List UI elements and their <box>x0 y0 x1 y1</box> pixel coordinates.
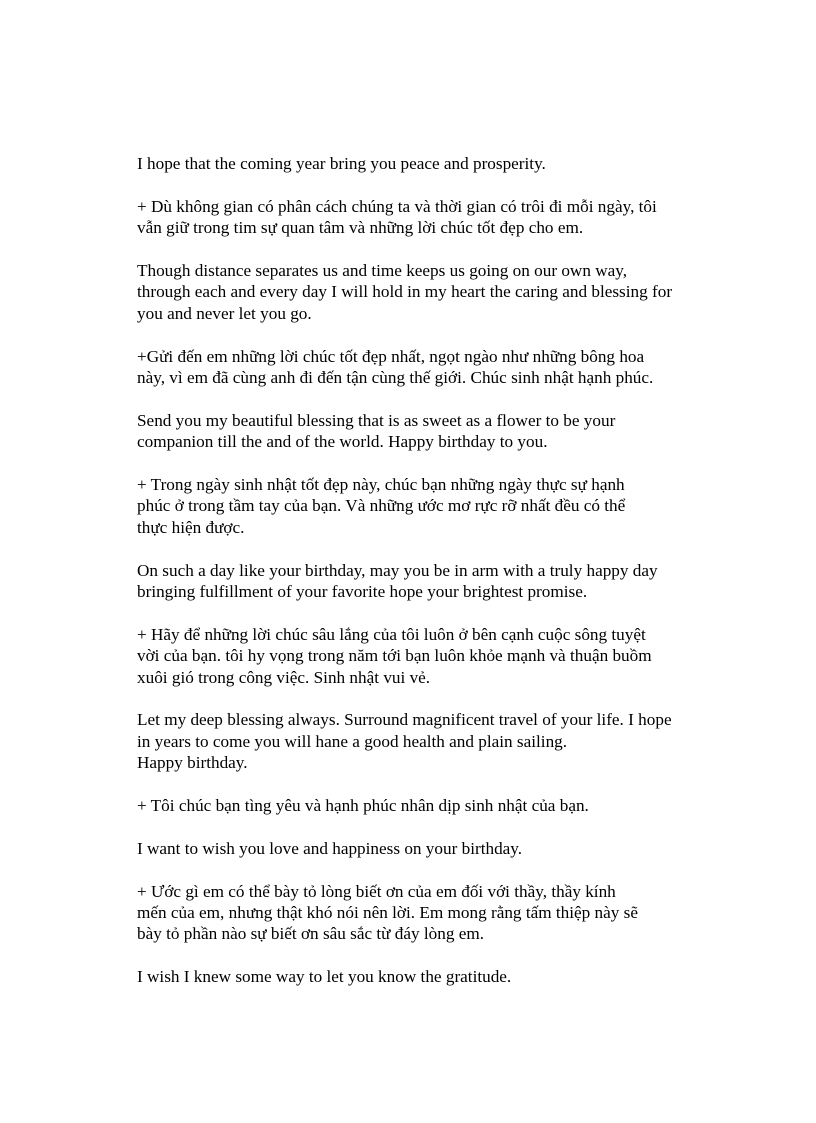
paragraph-7 <box>137 560 747 603</box>
text-line: I wish I knew some way to let you know the gratitude. <box>137 967 512 987</box>
paragraph-13 <box>137 966 747 987</box>
text-line: này, vì em đã cùng anh đi đến tận cùng thế giới. Chúc sinh nhật hạnh phúc. <box>137 368 654 388</box>
text-line: thực hiện được. <box>137 517 245 537</box>
text-line: Happy birthday. <box>137 753 248 773</box>
text-line: vời của bạn. tôi hy vọng trong năm tới bạn luôn khỏe mạnh và thuận buồm <box>137 646 652 666</box>
paragraph-8 <box>137 624 747 688</box>
paragraph-6 <box>137 474 747 538</box>
text-line: vẫn giữ trong tim sự quan tâm và những lời chúc tốt đẹp cho em. <box>137 218 584 238</box>
paragraph-2 <box>137 196 747 239</box>
paragraph-5 <box>137 410 747 453</box>
text-line: On such a day like your birthday, may you be in arm with a truly happy day <box>137 560 658 580</box>
text-line: xuôi gió trong công việc. Sinh nhật vui vẻ. <box>137 667 431 687</box>
text-line: I want to wish you love and happiness on your birthday. <box>137 838 523 858</box>
document-body <box>137 153 747 1009</box>
text-line: + Hãy để những lời chúc sâu lắng của tôi luôn ở bên cạnh cuộc sông tuyệt <box>137 624 646 644</box>
paragraph-1 <box>137 153 747 174</box>
text-line: Let my deep blessing always. Surround magnificent travel of your life. I hope <box>137 710 672 730</box>
text-line: I hope that the coming year bring you peace and prosperity. <box>137 154 546 173</box>
text-line: through each and every day I will hold in my heart the caring and blessing for <box>137 282 673 302</box>
paragraph-3 <box>137 260 747 324</box>
text-line: bringing fulfillment of your favorite hope your brightest promise. <box>137 582 588 602</box>
text-line: + Trong ngày sinh nhật tốt đẹp này, chúc bạn những ngày thực sự hạnh <box>137 475 625 495</box>
text-line: + Dù không gian có phân cách chúng ta và thời gian có trôi đi mỗi ngày, tôi <box>137 196 657 216</box>
text-line: bày tỏ phần nào sự biết ơn sâu sắc từ đáy lòng em. <box>137 924 485 944</box>
text-line: companion till the and of the world. Happy birthday to you. <box>137 432 548 452</box>
text-line: in years to come you will hane a good health and plain sailing. <box>137 731 568 751</box>
paragraph-11 <box>137 838 747 859</box>
text-line: + Ước gì em có thể bày tỏ lòng biết ơn của em đối với thầy, thầy kính <box>137 881 616 901</box>
text-line: phúc ở trong tầm tay của bạn. Và những ước mơ rực rỡ nhất đều có thể <box>137 496 626 516</box>
text-line: mến của em, nhưng thật khó nói nên lời. Em mong rằng tấm thiệp này sẽ <box>137 903 638 923</box>
text-line: Send you my beautiful blessing that is as sweet as a flower to be your <box>137 410 616 430</box>
paragraph-4 <box>137 346 747 389</box>
text-line: Though distance separates us and time keeps us going on our own way, <box>137 261 628 280</box>
paragraph-10 <box>137 795 747 816</box>
paragraph-9 <box>137 709 747 773</box>
text-line: +Gửi đến em những lời chúc tốt đẹp nhất, ngọt ngào như những bông hoa <box>137 346 645 366</box>
paragraph-12 <box>137 881 747 945</box>
text-line: you and never let you go. <box>137 303 312 323</box>
text-line: + Tôi chúc bạn tìng yêu và hạnh phúc nhân dịp sinh nhật của bạn. <box>137 796 589 816</box>
